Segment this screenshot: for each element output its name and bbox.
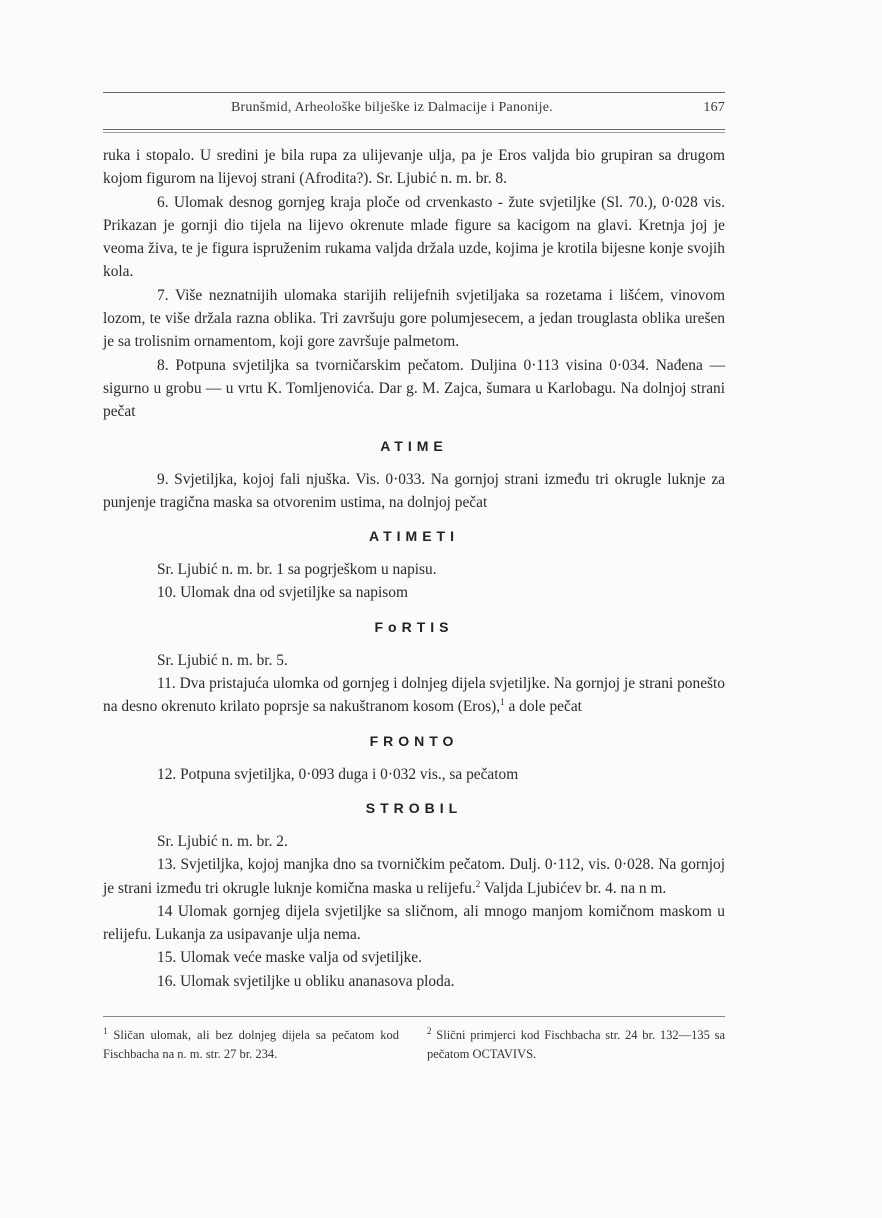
stamp-inscription: ATIMETI	[369, 528, 459, 545]
header-bottom-rule	[103, 129, 725, 130]
footnote-ref: 2	[475, 878, 481, 889]
page-number: 167	[703, 100, 725, 115]
paragraph: 9. Svjetiljka, kojoj fali njuška. Vis. 0·033. Na gornjoj strani između tri okrugle luknje za punjenje tragična maska sa otvorenim ustima, na dolnjoj pečat	[103, 470, 725, 511]
paragraph	[103, 853, 725, 900]
stamp-inscription: FoRTIS	[374, 618, 454, 635]
stamp-inscription: ATIME	[380, 437, 448, 454]
footnote-1	[103, 1026, 399, 1064]
main-text	[103, 144, 725, 993]
paragraph: 6. Ulomak desnog gornjeg kraja ploče od crvenkasto - žute svjetiljke (Sl. 70.), 0·028 vis. Prikazan je gornji dio tijela na lijevo okrenute mlade figure sa kacigom na glavi. Kretnja joj je veoma živa, te je figura ispruženim rukama valjda držala uzde, kojima je krotila bijesne konje svojih kola.	[103, 193, 725, 281]
running-title: Brunšmid, Arheološke bilješke iz Dalmacije i Panonije.	[231, 100, 553, 115]
paragraph: Sr. Ljubić n. m. br. 1 sa pogrješkom u napisu.	[157, 561, 437, 579]
paragraph: 10. Ulomak dna od svjetiljke sa napisom	[157, 584, 408, 602]
paragraph-text: Valjda Ljubićev br. 4. na n m.	[480, 879, 667, 897]
footnote-2	[427, 1026, 725, 1064]
footnote-text: Sličan ulomak, ali bez dolnjeg dijela sa pečatom kod Fischbacha na n. m. str. 27 br. 234.	[103, 1028, 400, 1061]
footnote-rule	[103, 1016, 725, 1017]
paragraph	[103, 672, 725, 719]
paragraph: 16. Ulomak svjetiljke u obliku ananasova ploda.	[157, 972, 455, 990]
paragraph: Sr. Ljubić n. m. br. 5.	[157, 651, 288, 669]
paragraph: ruka i stopalo. U sredini je bila rupa za ulijevanje ulja, pa je Eros valjda bio grupiran sa drugom kojom figurom na lijevoj strani (Afrodita?). Sr. Ljubić n. m. br. 8.	[103, 147, 725, 188]
paragraph: Sr. Ljubić n. m. br. 2.	[157, 832, 288, 850]
paragraph-text: a dole pečat	[504, 698, 582, 716]
footnote-text: Slični primjerci kod Fischbacha str. 24 br. 132—135 sa pečatom OCTAVIVS.	[427, 1028, 725, 1061]
paragraph-text: 11. Dva pristajuća ulomka od gornjeg i dolnjeg dijela svjetiljke. Na gornjoj je strani ponešto na desno okrenuto krilato poprsje sa nakuštranom kosom (Eros),	[103, 675, 725, 716]
paragraph: 15. Ulomak veće maske valja od svjetiljke.	[157, 949, 422, 967]
header-bottom-rule-2	[103, 132, 725, 133]
paragraph: 14 Ulomak gornjeg dijela svjetiljke sa sličnom, ali mnogo manjom komičnom maskom u relijefu. Lukanja za usipavanje ulja nema.	[103, 902, 725, 944]
paragraph-text: 13. Svjetiljka, kojoj manjka dno sa tvorničkim pečatom. Dulj. 0·112, vis. 0·028. Na gornjoj je strani između tri okrugle luknje komična maska u relijefu.	[103, 856, 725, 897]
footnote-mark: 1	[103, 1025, 108, 1036]
header-top-rule	[103, 92, 725, 93]
stamp-inscription: FRONTO	[369, 732, 459, 749]
footnote-ref: 1	[500, 697, 505, 708]
footnote-mark: 2	[427, 1025, 432, 1036]
paragraph: 7. Više neznatnijih ulomaka starijih relijefnih svjetiljaka sa rozetama i lišćem, vinovom lozom, te više držala razna oblika. Tri završuju gore polumjesecem, a jedan trouglasta oblika urešen je sa trolisnim ornamentom, koji gore završuje palmetom.	[103, 286, 725, 351]
stamp-inscription: STROBIL	[365, 799, 463, 816]
paragraph: 8. Potpuna svjetiljka sa tvorničarskim pečatom. Duljina 0·113 visina 0·034. Nađena — sigurno u grobu — u vrtu K. Tomljenovića. Dar g. M. Zajca, šumara u Karlobagu. Na dolnjoj strani pečat	[103, 356, 725, 421]
paragraph: 12. Potpuna svjetiljka, 0·093 duga i 0·032 vis., sa pečatom	[157, 765, 519, 783]
